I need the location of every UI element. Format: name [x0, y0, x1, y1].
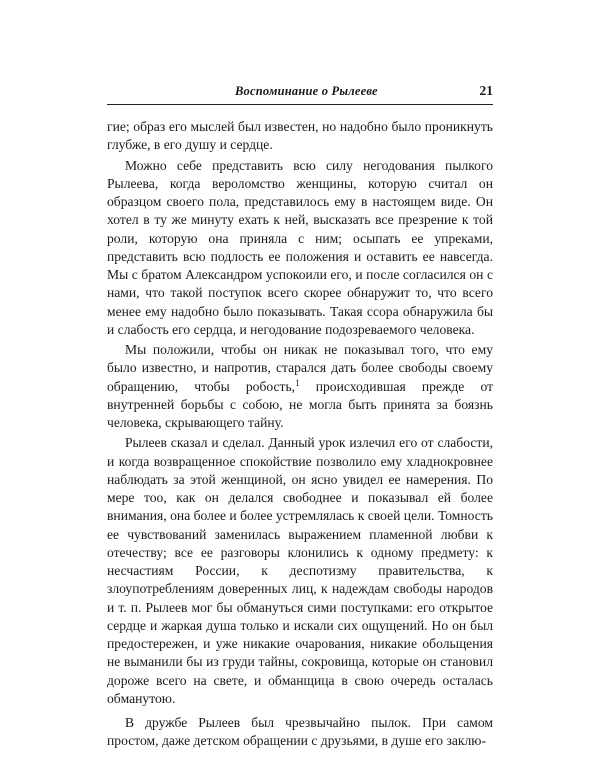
paragraph: В дружбе Рылеев был чрезвычайно пылок. При самом простом, даже детском обращении с друзьями, в душе его заклю-: [107, 715, 493, 749]
paragraph: Можно себе представить всю силу негодования пылкого Рылеева, когда вероломство женщины, которую считал он образцом своего пола, представилось ему в настоящем виде. Он хотел в ту же минуту ехать к ней, высказать все презрение к той роли, которую она приняла с ним; осыпать ее упреками, представить всю подлость ее положения и оставить ее навсегда. Мы с братом Александром успокоили его, и после согласился он с нами, что такой поступок всего скорее обнаружит то, что всего менее ему надобно было показывать. Такая ссора обнаружила бы и слабость его сердца, и негодование подозреваемого человека.: [107, 157, 493, 337]
running-header: [107, 84, 493, 105]
paragraph-continuation: гие; образ его мыслей был известен, но надобно было проникнуть глубже, в его душу и сердце.: [107, 119, 493, 153]
paragraph-text: происходившая прежде от внутренней борьбы с собою, не могла быть принята за боязнь человека, скрывающего тайну.: [107, 378, 494, 430]
paragraph: [107, 341, 493, 432]
body-text: [107, 118, 493, 751]
paragraph-text: Мы положили, чтобы он никак не показывал того, что ему было известно, и напротив, старался дать более свободы своему обращению, чтобы робость,: [107, 342, 493, 394]
paragraph: Рылеев сказал и сделал. Данный урок излечил его от слабости, и когда возвращенное спокойствие позволило ему хладнокровнее наблюдать за этой женщиной, он ясно увидел ее намерения. По мере тоо, как он делался свободнее и показывал ей более внимания, она более и более устремлялась к своей цели. Томность ее чувствований заменилась выражением пламенной любви к отечеству; все ее разговоры клонились к одному предмету: к несчастиям России, к деспотизму правительства, к злоупотреблениям доверенных лиц, к надеждам свободы народов и т. п. Рылеев мог бы обмануться сими поступками: его открытое сердце и жаркая душа только и искали сих ощущений. Но он был предостережен, и уже никакие очарования, никакие обольщения не выманили бы из груди тайны, сокровища, которые он становил дороже всего на свете, и обманщица в свою очередь осталась обманутою.: [107, 435, 493, 706]
running-title: Воспоминание о Рылееве: [235, 84, 378, 98]
footnote-marker[interactable]: 1: [295, 377, 300, 388]
page-number: 21: [479, 83, 493, 98]
